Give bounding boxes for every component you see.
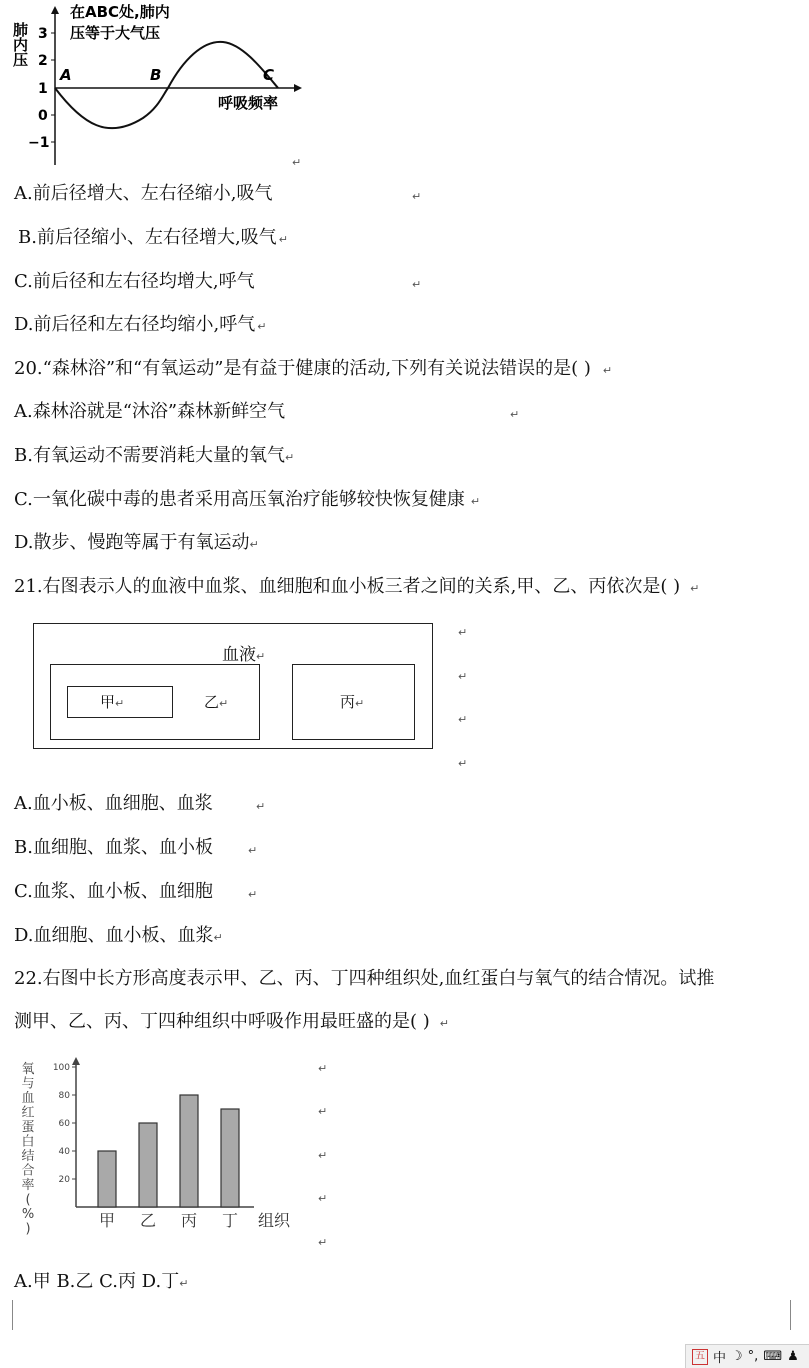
paragraph-mark: ↵	[318, 1149, 328, 1162]
pressure-curve	[55, 42, 278, 128]
y-axis-label	[21, 1062, 34, 1235]
x-axis-label: 组织	[258, 1211, 291, 1230]
paragraph-mark: ↵	[248, 844, 258, 857]
category-label: 丙	[180, 1211, 198, 1230]
y-axis-label-char: 结	[21, 1149, 35, 1164]
ime-chinese-mode-toggle[interactable]: 中	[713, 1351, 727, 1366]
y-axis-label-char: 红	[21, 1105, 35, 1121]
y-axis-label-char: (	[25, 1192, 31, 1208]
lung-pressure-chart	[8, 0, 308, 170]
q20-option-b: B.有氧运动不需要消耗大量的氧气↵	[14, 445, 295, 466]
q22-stem-line1: 22.右图中长方形高度表示甲、乙、丙、丁四种组织处,血红蛋白与氧气的结合情况。试推	[14, 968, 715, 989]
y-tick-label: 80	[58, 1091, 70, 1101]
y-axis-label-char: %	[21, 1207, 35, 1222]
moon-icon[interactable]: ☽	[731, 1349, 743, 1364]
y-axis-label-char: 与	[21, 1076, 35, 1092]
page-margin-marker	[12, 1300, 13, 1330]
bar-甲	[98, 1151, 116, 1207]
category-label: 甲	[98, 1211, 116, 1230]
y-tick: 2	[38, 53, 48, 69]
y-axis-label-char: 氧	[21, 1062, 35, 1077]
point-label-b: B	[150, 66, 162, 84]
y-tick-label: 40	[58, 1147, 70, 1157]
bar-丁	[221, 1109, 239, 1207]
paragraph-mark: ↵	[458, 713, 468, 726]
ime-status-bar[interactable]	[685, 1344, 809, 1368]
keyboard-icon[interactable]: ⌨	[763, 1349, 783, 1364]
y-tick-label: 100	[52, 1063, 70, 1073]
q21-option-d: D.血细胞、血小板、血浆↵	[14, 925, 223, 946]
y-axis-label-char: 血	[21, 1091, 35, 1106]
q21-option-b: B.血细胞、血浆、血小板	[14, 837, 213, 858]
y-axis-label-char: 蛋	[21, 1120, 35, 1135]
point-label-c: C	[263, 66, 275, 84]
paragraph-mark: ↵	[458, 626, 468, 639]
q22-options: A.甲 B.乙 C.丙 D.丁↵	[14, 1271, 189, 1292]
q21-option-c: C.血浆、血小板、血细胞	[14, 881, 213, 902]
ime-logo-icon[interactable]: 五	[692, 1349, 708, 1365]
paragraph-mark: ↵	[412, 190, 422, 203]
bar-丙	[180, 1095, 198, 1207]
diagram-label-bing: 丙↵	[340, 693, 365, 711]
paragraph-mark: ↵	[458, 670, 468, 683]
y-axis-label-char: 白	[21, 1134, 35, 1150]
category-label: 乙	[139, 1211, 157, 1230]
q21-option-a: A.血小板、血细胞、血浆	[14, 793, 213, 814]
paragraph-mark: ↵	[256, 800, 266, 813]
paragraph-mark: ↵	[458, 757, 468, 770]
q20-stem: 20.“森林浴”和“有氧运动”是有益于健康的活动,下列有关说法错误的是( ) ↵	[14, 358, 613, 379]
paragraph-mark: ↵	[510, 408, 520, 421]
category-label: 丁	[221, 1211, 239, 1230]
chart-annotation: 在ABC处,肺内	[70, 3, 170, 21]
q19-option-a: A.前后径增大、左右径缩小,吸气	[14, 183, 273, 204]
q19-option-d: D.前后径和左右径均缩小,呼气 ↵	[14, 314, 267, 335]
y-axis-label-char: 率	[21, 1178, 35, 1193]
y-axis-label-char: 合	[21, 1163, 35, 1179]
oxygen-binding-bar-chart	[14, 1055, 314, 1235]
paragraph-mark: ↵	[318, 1062, 328, 1075]
page-margin-marker	[790, 1300, 791, 1330]
y-tick: 0	[38, 108, 48, 124]
y-axis-label-char: )	[25, 1221, 31, 1235]
paragraph-mark: ↵	[318, 1105, 328, 1118]
x-axis-label: 呼吸频率	[218, 94, 279, 112]
paragraph-mark: ↵	[248, 888, 258, 901]
paragraph-mark: ↵	[412, 278, 422, 291]
y-tick: −1	[28, 135, 50, 151]
bar-乙	[139, 1123, 157, 1207]
paragraph-mark: ↵	[318, 1236, 328, 1249]
q22-stem-line2: 测甲、乙、丙、丁四种组织中呼吸作用最旺盛的是( ) ↵	[14, 1011, 449, 1032]
y-tick: 3	[38, 26, 48, 42]
q19-option-c: C.前后径和左右径均增大,呼气	[14, 271, 255, 292]
point-label-a: A	[60, 66, 72, 84]
y-tick-label: 60	[58, 1119, 70, 1129]
punctuation-mode-icon[interactable]: °,	[747, 1349, 759, 1364]
q20-option-a: A.森林浴就是“沐浴”森林新鲜空气	[14, 401, 286, 422]
diagram-label-yi: 乙↵	[204, 693, 229, 711]
q21-stem: 21.右图表示人的血液中血浆、血细胞和血小板三者之间的关系,甲、乙、丙依次是( ) ↵	[14, 576, 700, 597]
chart-annotation: 压等于大气压	[70, 24, 161, 42]
paragraph-mark: ↵	[292, 156, 302, 169]
user-icon[interactable]: ♟	[787, 1349, 799, 1364]
diagram-label-blood: 血液↵	[222, 645, 266, 665]
paragraph-mark: ↵	[318, 1192, 328, 1205]
q19-option-b: B.前后径缩小、左右径增大,吸气 ↵	[18, 227, 288, 248]
y-axis-label: 肺内压	[11, 22, 29, 67]
diagram-label-jia: 甲↵	[100, 693, 125, 711]
q20-option-d: D.散步、慢跑等属于有氧运动↵	[14, 532, 259, 553]
y-tick: 1	[38, 81, 48, 97]
q20-option-c: C.一氧化碳中毒的患者采用高压氧治疗能够较快恢复健康 ↵	[14, 489, 481, 510]
y-tick-label: 20	[58, 1175, 70, 1185]
